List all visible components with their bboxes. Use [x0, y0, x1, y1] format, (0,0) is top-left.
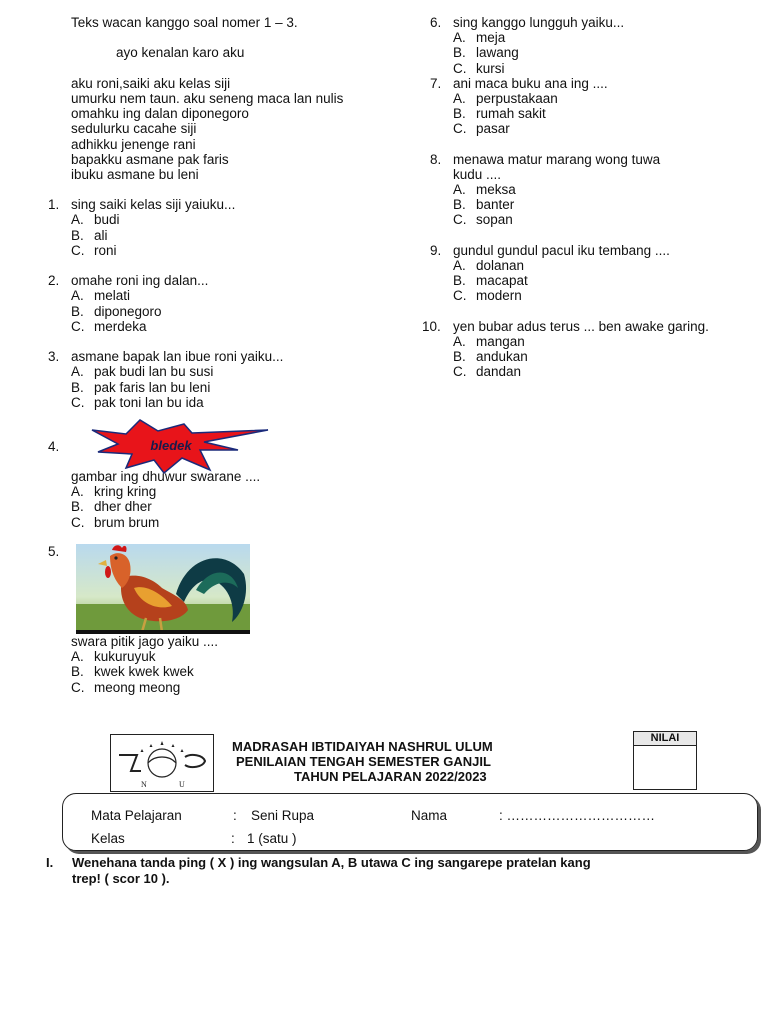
option-text: kursi	[476, 60, 505, 76]
question-text: gambar ing dhuwur swarane ....	[71, 469, 261, 484]
option-letter[interactable]: C.	[453, 60, 467, 76]
left-column	[48, 15, 388, 410]
passage-line: umurku nem taun. aku seneng maca lan nulis	[71, 90, 344, 106]
option-text: kwek kwek kwek	[94, 664, 194, 680]
nu-logo-icon	[111, 735, 213, 791]
option-text: andukan	[476, 349, 528, 365]
option-text: dolanan	[476, 258, 525, 273]
option-letter[interactable]: B.	[71, 499, 84, 515]
option-letter[interactable]: A.	[453, 90, 466, 106]
option-text: banter	[476, 197, 515, 213]
option-letter[interactable]: C.	[453, 212, 467, 228]
instruction-line-1: Wenehana tanda ping ( X ) ing wangsulan A, B utawa C ing sangarepe pratelan kang	[72, 855, 591, 870]
option-text: roni	[94, 242, 117, 258]
burst-label: bledek	[150, 438, 192, 453]
option-letter[interactable]: B.	[453, 45, 466, 61]
question-4	[71, 469, 260, 530]
option-letter[interactable]: C.	[71, 318, 85, 334]
option-text: pak faris lan bu leni	[94, 379, 211, 395]
class-separator: :	[231, 831, 235, 846]
option-text: budi	[94, 212, 120, 228]
question-7	[420, 76, 750, 137]
question-text: swara pitik jago yaiku ....	[71, 634, 219, 649]
exam-title: PENILAIAN TENGAH SEMESTER GANJIL	[236, 754, 491, 769]
reading-title: ayo kenalan karo aku	[116, 45, 245, 61]
option-letter[interactable]: B.	[71, 227, 84, 243]
question-text: menawa matur marang wong tuwa	[453, 151, 661, 167]
school-logo-box	[110, 734, 214, 792]
name-field[interactable]: : ……………………………	[499, 808, 656, 823]
option-text: meong meong	[94, 679, 181, 695]
option-text: pak toni lan bu ida	[94, 394, 204, 410]
right-column	[420, 15, 750, 380]
option-letter[interactable]: C.	[71, 679, 85, 695]
option-letter[interactable]: B.	[453, 349, 466, 365]
class-value: 1 (satu )	[247, 831, 297, 846]
question-number: 5.	[48, 544, 60, 559]
passage-line: sedulurku cacahe siji	[71, 121, 197, 137]
option-text: meksa	[476, 182, 516, 198]
name-label: Nama	[411, 808, 448, 823]
option-text: pasar	[476, 121, 510, 137]
question-text: yen bubar adus terus ... ben awake garing.	[453, 318, 709, 334]
option-text: kukuruyuk	[94, 649, 156, 665]
question-number: 1.	[48, 197, 60, 213]
school-name: MADRASAH IBTIDAIYAH NASHRUL ULUM	[232, 739, 493, 754]
option-letter[interactable]: A.	[71, 649, 84, 665]
passage-line: ibuku asmane bu leni	[71, 166, 199, 182]
option-letter[interactable]: C.	[453, 288, 467, 304]
option-letter[interactable]: B.	[453, 197, 466, 213]
option-text: ali	[94, 227, 108, 243]
question-text: asmane bapak lan ibue roni yaiku...	[71, 349, 284, 365]
score-label: NILAI	[634, 732, 696, 746]
question-text: sing kanggo lungguh yaiku...	[453, 15, 625, 30]
score-box[interactable]	[633, 731, 697, 790]
option-letter[interactable]: B.	[71, 664, 84, 680]
question-3	[48, 349, 388, 410]
option-letter[interactable]: C.	[453, 121, 467, 137]
student-info-box	[62, 793, 758, 851]
class-label: Kelas	[91, 831, 125, 846]
question-text: omahe roni ing dalan...	[71, 273, 209, 289]
academic-year: TAHUN PELAJARAN 2022/2023	[294, 769, 487, 784]
option-letter[interactable]: B.	[453, 273, 466, 289]
reading-intro: Teks wacan kanggo soal nomer 1 – 3.	[71, 15, 298, 30]
option-letter[interactable]: B.	[453, 106, 466, 122]
option-letter[interactable]: B.	[71, 303, 84, 319]
subject-separator: :	[233, 808, 237, 823]
option-text: sopan	[476, 212, 513, 228]
reading-passage	[48, 76, 388, 182]
option-text: lawang	[476, 45, 519, 61]
question-6	[420, 15, 750, 76]
question-text: sing saiki kelas siji yaiuku...	[71, 197, 236, 213]
option-letter[interactable]: C.	[71, 394, 85, 410]
question-text: gundul gundul pacul iku tembang ....	[453, 242, 670, 258]
option-text: merdeka	[94, 318, 147, 334]
question-2	[48, 273, 388, 334]
option-text: dher dher	[94, 499, 152, 515]
subject-value: Seni Rupa	[251, 808, 315, 823]
option-letter[interactable]: A.	[453, 182, 466, 198]
question-number: 2.	[48, 273, 60, 289]
question-1	[48, 197, 388, 258]
option-letter[interactable]: A.	[71, 364, 84, 380]
option-text: perpustakaan	[476, 90, 558, 106]
option-letter[interactable]: C.	[71, 514, 85, 530]
question-number: 10.	[422, 318, 441, 334]
option-letter[interactable]: A.	[453, 258, 466, 273]
option-text: mangan	[476, 333, 525, 349]
option-letter[interactable]: A.	[71, 212, 84, 228]
option-letter[interactable]: A.	[453, 30, 466, 46]
question-number: 9.	[430, 242, 442, 258]
question-10	[420, 319, 750, 380]
option-text: meja	[476, 30, 506, 46]
passage-line: bapakku asmane pak faris	[71, 151, 229, 167]
question-text-cont: kudu ....	[453, 166, 502, 182]
question-number: 7.	[430, 75, 442, 91]
question-5	[71, 634, 218, 695]
option-letter[interactable]: C.	[71, 242, 85, 258]
option-letter[interactable]: A.	[71, 288, 84, 304]
instruction-line-2: trep! ( scor 10 ).	[72, 871, 170, 886]
option-letter[interactable]: A.	[453, 333, 466, 349]
passage-line: adhikku jenenge rani	[71, 136, 196, 152]
option-letter[interactable]: B.	[71, 379, 84, 395]
option-text: macapat	[476, 273, 528, 289]
passage-line: omahku ing dalan diponegoro	[71, 106, 249, 122]
question-9	[420, 243, 750, 304]
instruction-number: I.	[46, 855, 54, 870]
passage-line: aku roni,saiki aku kelas siji	[71, 75, 231, 91]
question-number: 8.	[430, 151, 442, 167]
option-text: kring kring	[94, 484, 157, 500]
option-text: melati	[94, 288, 131, 304]
option-text: modern	[476, 288, 522, 304]
option-letter[interactable]: A.	[71, 484, 84, 500]
question-number: 6.	[430, 15, 442, 30]
option-text: diponegoro	[94, 303, 162, 319]
question-text: ani maca buku ana ing ....	[453, 75, 608, 91]
option-text: dandan	[476, 364, 522, 380]
subject-label: Mata Pelajaran	[91, 808, 182, 823]
option-letter[interactable]: C.	[453, 364, 467, 380]
question-number: 3.	[48, 349, 60, 365]
thunder-burst-image	[88, 418, 270, 474]
option-text: brum brum	[94, 514, 160, 530]
question-8	[420, 152, 750, 228]
question-number: 4.	[48, 439, 60, 454]
rooster-image	[76, 544, 250, 634]
logo-letter: N	[141, 780, 147, 789]
option-text: rumah sakit	[476, 106, 546, 122]
logo-letter: U	[179, 780, 185, 789]
option-text: pak budi lan bu susi	[94, 364, 214, 380]
